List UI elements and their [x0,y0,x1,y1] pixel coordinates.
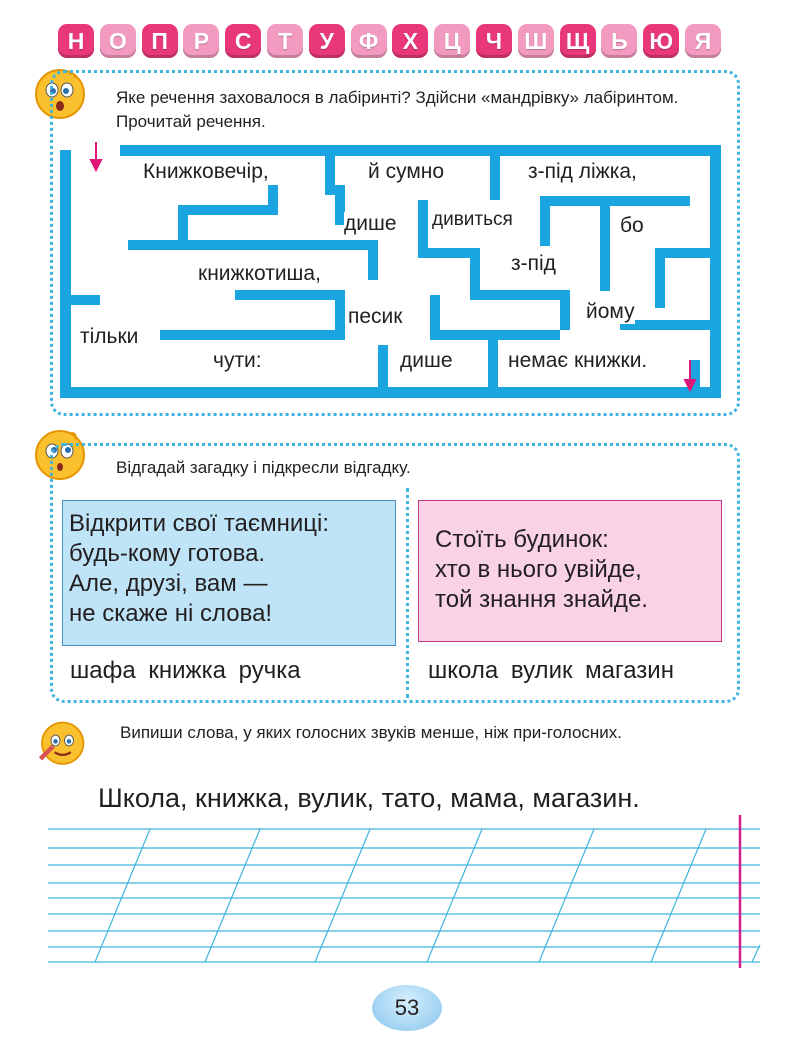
maze-word-13: дише [400,349,453,372]
alphabet-letter: Т [267,24,303,58]
alphabet-letter: Ц [434,24,470,58]
alphabet-letter: П [142,24,178,58]
maze-word-9: йому [586,300,635,323]
alphabet-letter: Ю [643,24,679,58]
riddle-2-line: той знання знайде. [435,586,648,613]
alphabet-letter: Н [58,24,94,58]
alphabet-letter: У [309,24,345,58]
maze-word-3: з-під ліжка, [528,160,637,183]
alphabet-letter: Р [183,24,219,58]
task1-instruction: Яке речення заховалося в лабіринті? Здійсни «мандрівку» лабіринтом. Прочитай речення. [116,88,679,131]
alphabet-letter: Ш [518,24,554,58]
riddle-1-line: не скаже ні слова! [69,600,273,627]
maze-word-7: книжкотиша, [198,262,321,285]
maze-word-4: дише [344,212,397,235]
alphabet-letter: Х [392,24,428,58]
alphabet-letter: Я [685,24,721,58]
maze-word-11: тільки [80,325,139,348]
maze-word-14: немає книжки. [508,349,648,372]
alphabet-letter: Ч [476,24,512,58]
maze-word-6: бо [620,214,644,237]
alphabet-letter: Щ [560,24,596,58]
riddle-1-answer-options[interactable]: шафа книжка ручка [70,657,301,684]
riddle-2-line: Стоїть будинок: [435,526,609,553]
task3-words: Школа, книжка, вулик, тато, мама, магазин. [98,783,640,813]
alphabet-letter: Ф [351,24,387,58]
task2-instruction: Відгадай загадку і підкресли відгадку. [116,458,411,477]
riddle-1-line: будь-кому готова. [69,540,266,567]
page-number: 53 [372,985,442,1031]
alphabet-letter: С [225,24,261,58]
alphabet-letter: О [100,24,136,58]
alphabet-letter: Ь [601,24,637,58]
riddle-1-line: Відкрити свої таємниці: [69,510,330,537]
maze-word-5: дивиться [432,209,513,230]
riddle-2-answer-options[interactable]: школа вулик магазин [428,657,674,684]
maze-word-1: Книжковечір, [143,160,269,183]
riddle-1-line: Але, друзі, вам — [69,570,268,597]
maze-word-2: й сумно [368,160,445,183]
maze-word-10: песик [348,305,403,328]
riddle-2-line: хто в нього увійде, [435,556,642,583]
task3-instruction: Випиши слова, у яких голосних звуків менше, ніж при-голосних. [120,723,623,742]
maze-word-12: чути: [213,349,262,372]
maze-word-8: з-під [511,252,556,275]
